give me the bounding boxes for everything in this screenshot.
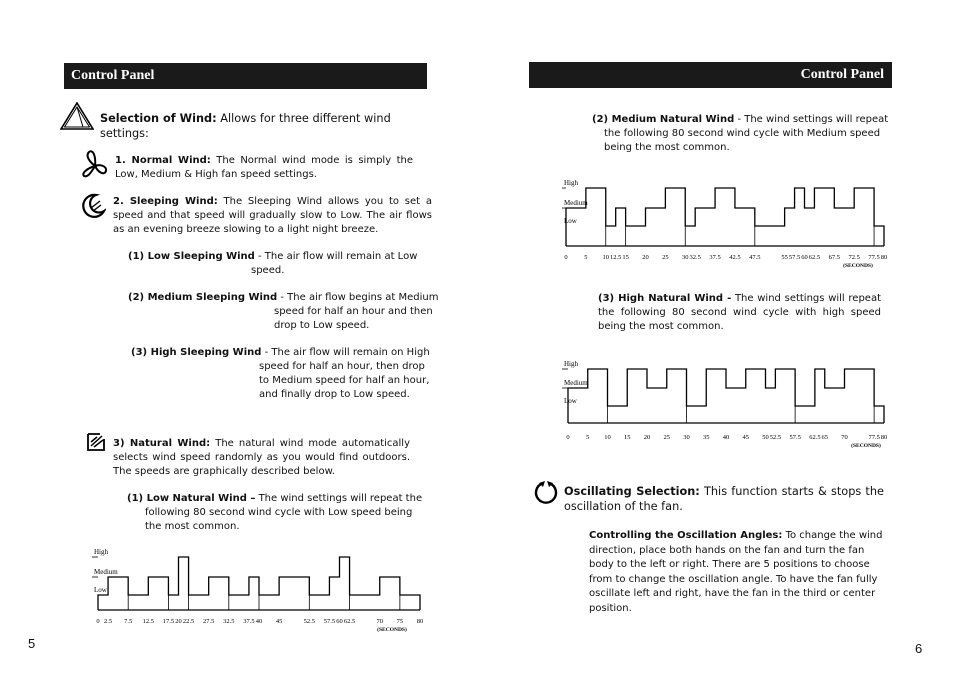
x-tick-label: 70 [376, 618, 383, 625]
level-label-high: High [564, 360, 578, 368]
x-tick-label: 57.5 [789, 434, 801, 441]
high-natural-body: The wind settings will repeat the following 80 second wind cycle with high speed being the most common. [598, 293, 882, 332]
level-label-medium: Medium [564, 199, 588, 207]
oscillation-angles-body: To change the wind direction, place both hands on the fan and turn the fan body to the left or right. There are 5 positions to choose from to change the oscillation angle. To have the fan fully oscillate left and right, have the fan in the third or center position. [589, 530, 883, 614]
level-label-low: Low [94, 586, 107, 594]
x-tick-label: 22.5 [182, 618, 195, 625]
oscillation-angles-title: Controlling the Oscillation Angles: [589, 530, 783, 541]
sleeping-wind-title: 2. Sleeping Wind: [113, 196, 218, 207]
x-tick-label: 62.5 [809, 434, 821, 441]
x-tick-label: 45 [275, 618, 283, 625]
level-label-high: High [94, 548, 108, 556]
x-tick-label: 10 [604, 434, 611, 441]
x-tick-label: 60 [336, 618, 343, 625]
x-tick-label: 15 [624, 434, 631, 441]
x-tick-label: 72.5 [848, 254, 860, 261]
x-tick-label: 30 [683, 434, 690, 441]
high-sleeping-l2: speed for half an hour, then drop [259, 361, 425, 372]
x-tick-label: 75 [396, 618, 404, 625]
x-tick-label: 0 [566, 434, 570, 441]
high-sleeping-l1: - The air flow will remain on High [264, 347, 430, 358]
oscillation-icon [533, 480, 559, 506]
x-tick-label: 20 [643, 434, 651, 441]
sleeping-wind-body: The Sleeping Wind allows you to set a speed and that speed will gradually slow to Low. The air flows as an evening breeze slowing to a light night breeze. [113, 196, 433, 235]
x-tick-label: 32.5 [689, 254, 701, 261]
medium-sleeping-l3: drop to Low speed. [274, 320, 370, 331]
x-tick-label: 27.5 [203, 618, 215, 625]
x-tick-label: 45 [742, 434, 749, 441]
x-tick-label: 15 [622, 254, 629, 261]
high-natural-title: (3) High Natural Wind - [598, 293, 732, 304]
x-tick-label: 0 [564, 254, 568, 261]
high-sleeping-title: (3) High Sleeping Wind [131, 347, 262, 358]
oscillating-title: Oscillating Selection: [564, 485, 700, 498]
x-tick-label: 80 [880, 434, 888, 441]
x-tick-label: 12.5 [142, 618, 154, 625]
medium-natural-l3: being the most common. [604, 142, 730, 153]
medium-natural-l2: the following 80 second wind cycle with Medium speed [604, 128, 881, 139]
x-tick-label: 55 [781, 254, 788, 261]
x-tick-label: 57.5 [323, 618, 336, 625]
x-tick-label: 30 [682, 254, 689, 261]
low-natural-l2: following 80 second wind cycle with Low speed being [145, 507, 413, 518]
medium-natural-title: (2) Medium Natural Wind [592, 114, 735, 125]
x-tick-label: 52.5 [303, 618, 315, 625]
x-tick-label: 20 [175, 618, 182, 625]
medium-sleeping-l2: speed for half an hour and then [274, 306, 433, 317]
medium-sleeping-l1: - The air flow begins at Medium [280, 292, 439, 303]
x-tick-label: 35 [703, 434, 710, 441]
x-tick-label: 0 [96, 618, 100, 625]
x-tick-label: 32.5 [223, 618, 235, 625]
x-tick-label: 80 [416, 618, 424, 625]
x-axis-label: (SECONDS) [377, 627, 407, 633]
left-page-number: 5 [28, 636, 36, 651]
left-header-title: Control Panel [71, 68, 155, 83]
x-tick-label: 80 [880, 254, 888, 261]
x-tick-label: 12.5 [610, 254, 622, 261]
x-tick-label: 62.5 [343, 618, 356, 625]
x-tick-label: 20 [642, 254, 649, 261]
low-sleeping-l2: speed. [251, 265, 285, 276]
level-label-high: High [564, 179, 578, 187]
x-tick-label: 40 [722, 434, 730, 441]
x-tick-label: 37.5 [243, 618, 255, 625]
oscillating-body: This function starts & stops the oscillation of the fan. [564, 485, 884, 513]
x-axis-label: (SECONDS) [843, 263, 873, 269]
right-header-title: Control Panel [800, 67, 884, 82]
x-axis-label: (SECONDS) [851, 443, 881, 449]
x-tick-label: 42.5 [729, 254, 741, 261]
selection-title: Selection of Wind: [100, 112, 217, 125]
level-label-low: Low [564, 217, 577, 225]
x-tick-label: 70 [841, 434, 848, 441]
x-tick-label: 52.5 [769, 434, 782, 441]
right-page-number: 6 [915, 641, 923, 656]
low-natural-title: (1) Low Natural Wind – [127, 493, 256, 504]
x-tick-label: 17.5 [162, 618, 175, 625]
low-sleeping-title: (1) Low Sleeping Wind [128, 251, 255, 262]
low-natural-l1: The wind settings will repeat the [258, 493, 423, 504]
x-tick-label: 60 [801, 254, 808, 261]
x-tick-label: 57.5 [788, 254, 801, 261]
selection-body: Allows for three different wind settings: [100, 112, 391, 140]
x-tick-label: 10 [602, 254, 609, 261]
x-tick-label: 40 [255, 618, 263, 625]
x-tick-label: 2.5 [104, 618, 113, 625]
oscillating-text [564, 484, 884, 514]
x-tick-label: 5 [584, 254, 588, 261]
high-sleeping-l4: and finally drop to Low speed. [259, 389, 410, 400]
level-label-low: Low [564, 397, 577, 405]
x-tick-label: 77.5 [868, 434, 880, 441]
high-sleeping-l3: to Medium speed for half an hour, [259, 375, 430, 386]
x-tick-label: 77.5 [868, 254, 880, 261]
x-tick-label: 67.5 [828, 254, 840, 261]
normal-wind-body: The Normal wind mode is simply the Low, Medium & High fan speed settings. [115, 155, 413, 180]
level-label-medium: Medium [94, 568, 118, 576]
x-tick-label: 50 [762, 434, 769, 441]
low-sleeping-l1: - The air flow will remain at Low [258, 251, 418, 262]
x-tick-label: 65 [821, 434, 828, 441]
natural-wind-title: 3) Natural Wind: [113, 438, 211, 449]
natural-wind-body: The natural wind mode automatically selects wind speed randomly as you would find outdoors. The speeds are graphically described below. [113, 438, 411, 477]
x-tick-label: 25 [662, 254, 669, 261]
x-tick-label: 62.5 [808, 254, 821, 261]
normal-wind-title: 1. Normal Wind: [115, 155, 211, 166]
x-tick-label: 37.5 [709, 254, 721, 261]
oscillation-angles-text [589, 529, 884, 616]
level-label-medium: Medium [564, 379, 588, 387]
low-natural-l3: the most common. [145, 521, 240, 532]
x-tick-label: 7.5 [124, 618, 133, 625]
medium-sleeping-title: (2) Medium Sleeping Wind [128, 292, 278, 303]
x-tick-label: 47.5 [749, 254, 761, 261]
medium-natural-l1: - The wind settings will repeat [737, 114, 889, 125]
wind-speed-step-line [568, 369, 884, 423]
x-tick-label: 25 [663, 434, 670, 441]
x-tick-label: 5 [586, 434, 590, 441]
